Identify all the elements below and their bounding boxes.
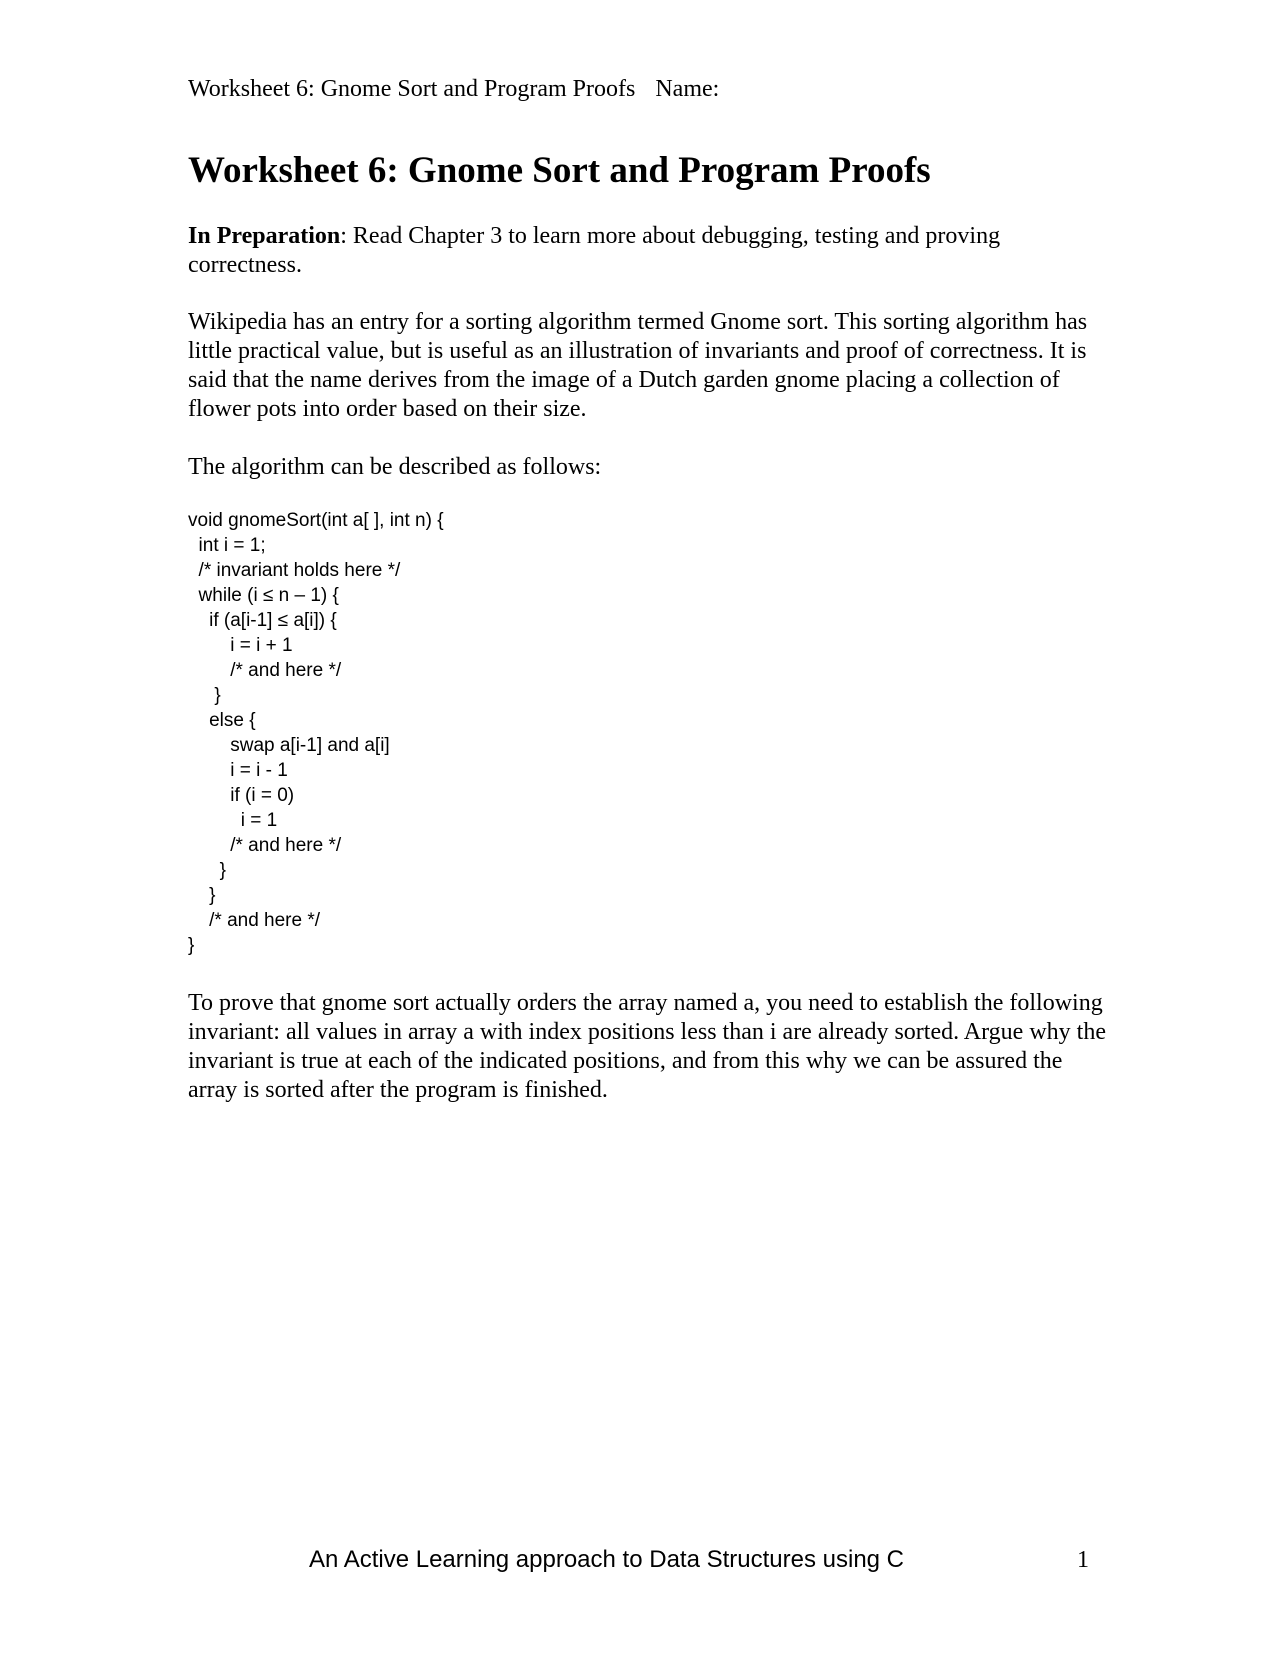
code-line: } <box>188 685 221 706</box>
proof-paragraph: To prove that gnome sort actually orders the array named a, you need to establish the following invariant: all values in array a with index positions less than i are already sorted. Argue why the invariant is true at each of the indicated positions, and from this why we can be assured the array is sorted after the program is finished. <box>188 990 1106 1103</box>
footer-text: An Active Learning approach to Data Structures using C <box>309 1546 905 1573</box>
code-line: while (i ≤ n – 1) { <box>188 585 339 606</box>
running-header <box>188 74 719 104</box>
code-line: int i = 1; <box>188 535 266 556</box>
code-line: if (a[i-1] ≤ a[i]) { <box>188 610 337 631</box>
code-line: } <box>188 935 195 956</box>
code-line: } <box>188 860 227 881</box>
running-title: Worksheet 6: Gnome Sort and Program Proofs <box>188 76 636 102</box>
preparation-text: : Read Chapter 3 to learn more about debugging, testing and proving correctness. <box>188 223 1001 278</box>
code-line: i = i - 1 <box>188 760 288 781</box>
preparation-paragraph <box>188 222 1108 280</box>
page-number: 1 <box>1077 1547 1089 1573</box>
code-block <box>188 508 444 958</box>
code-line: i = i + 1 <box>188 635 293 656</box>
code-line: void gnomeSort(int a[ ], int n) { <box>188 510 444 531</box>
preparation-label: In Preparation <box>188 223 341 249</box>
code-line: /* and here */ <box>188 660 342 681</box>
name-label: Name: <box>655 76 720 102</box>
wikipedia-paragraph: Wikipedia has an entry for a sorting algorithm termed Gnome sort. This sorting algorithm has little practical value, but is useful as an illustration of invariants and proof of correctness. It is said that the name derives from the image of a Dutch garden gnome placing a collection of flower pots into order based on their size. <box>188 309 1088 422</box>
algorithm-intro: The algorithm can be described as follows: <box>188 454 602 480</box>
code-line: /* and here */ <box>188 910 321 931</box>
code-line: /* invariant holds here */ <box>188 560 401 581</box>
code-line: if (i = 0) <box>188 785 295 806</box>
code-line: /* and here */ <box>188 835 342 856</box>
code-line: swap a[i-1] and a[i] <box>188 735 390 756</box>
code-line: i = 1 <box>188 810 278 831</box>
code-line: } <box>188 885 216 906</box>
code-line: else { <box>188 710 256 731</box>
page-title: Worksheet 6: Gnome Sort and Program Proofs <box>188 150 931 191</box>
